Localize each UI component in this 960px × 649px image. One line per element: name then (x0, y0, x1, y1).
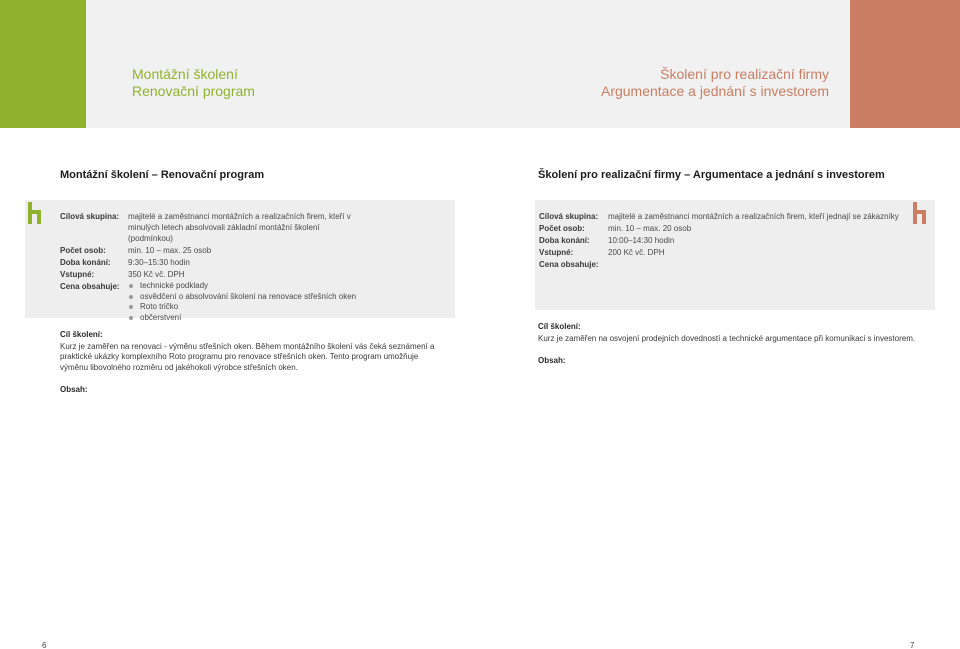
h-logo-icon (28, 202, 41, 224)
info-value: 9:30–15:30 hodin (128, 258, 190, 267)
info-value: min. 10 – max. 20 osob (608, 224, 692, 233)
info-row-fee (539, 247, 929, 258)
info-row-count (539, 223, 929, 234)
info-row-fee (60, 269, 435, 280)
includes-item: osvědčení o absolvování školení na renovace střešních oken (128, 292, 356, 303)
info-label: Doba konání: (539, 236, 590, 245)
info-row-includes (60, 281, 435, 323)
page-number: 6 (42, 641, 47, 649)
brick-accent-block (850, 0, 960, 128)
info-value: min. 10 – max. 25 osob (128, 246, 212, 255)
body-block (60, 330, 435, 397)
info-label: Počet osob: (539, 224, 585, 233)
page-number: 7 (910, 641, 915, 649)
info-row-target (539, 211, 929, 222)
body-block (538, 322, 918, 368)
info-label: Cílová skupina: (60, 212, 120, 221)
info-row-duration (539, 235, 929, 246)
content-label: Obsah: (60, 385, 88, 394)
info-row-duration (60, 257, 435, 268)
info-row-target (60, 211, 435, 244)
h-logo-icon (913, 202, 926, 224)
info-row-includes (539, 259, 929, 270)
goal-label: Cíl školení: (60, 330, 103, 339)
green-accent-block (0, 0, 86, 128)
section-title: Montážní školení – Renovační program (60, 169, 265, 181)
header-line-2: Renovační program (132, 83, 255, 99)
content-label: Obsah: (538, 356, 566, 365)
info-value: majitelé a zaměstnanci montážních a realizačních firem, kteří jednají se zákazníky (608, 212, 899, 221)
includes-list (128, 281, 356, 323)
right-page (480, 0, 960, 649)
info-row-count (60, 245, 435, 256)
info-value: 200 Kč vč. DPH (608, 248, 665, 257)
info-panel (535, 200, 935, 310)
header-line-1: Školení pro realizační firmy (660, 66, 829, 82)
header-line-2: Argumentace a jednání s investorem (600, 83, 829, 99)
info-grid (60, 211, 435, 324)
info-value: majitelé a zaměstnanci montážních a realizačních firem, kteří v minulých letech absolvovali základní montážní školení (podmínkou) (128, 212, 351, 243)
info-label: Cena obsahuje: (60, 282, 120, 291)
header-title (132, 66, 255, 100)
goal-label: Cíl školení: (538, 322, 581, 331)
info-label: Vstupné: (60, 270, 95, 279)
info-label: Doba konání: (60, 258, 111, 267)
info-value: 10:00–14:30 hodin (608, 236, 675, 245)
info-label: Cílová skupina: (539, 212, 599, 221)
goal-text: Kurz je zaměřen na osvojení prodejních dovedností a technické argumentace při komunikaci s investorem. (538, 333, 916, 343)
info-panel (25, 200, 455, 322)
info-grid (539, 211, 929, 271)
includes-item: Roto tričko (128, 302, 356, 313)
header-line-1: Montážní školení (132, 66, 238, 82)
info-label: Počet osob: (60, 246, 106, 255)
section-title: Školení pro realizační firmy – Argumentace a jednání s investorem (538, 169, 885, 181)
info-label: Vstupné: (539, 248, 574, 257)
info-label: Cena obsahuje: (539, 260, 599, 269)
header-title (601, 66, 829, 100)
includes-item: občerstvení (128, 313, 356, 324)
info-value: 350 Kč vč. DPH (128, 270, 185, 279)
includes-item: technické podklady (128, 281, 356, 292)
goal-text: Kurz je zaměřen na renovaci - výměnu střešních oken. Během montážního školení vás čeká seznámení a praktické ukázky komplexního Roto programu pro renovace střešních oken. Tento program umožňuje výměnu libovolného rozměru od jakéhokoli výrobce střešních oken. (60, 341, 435, 372)
